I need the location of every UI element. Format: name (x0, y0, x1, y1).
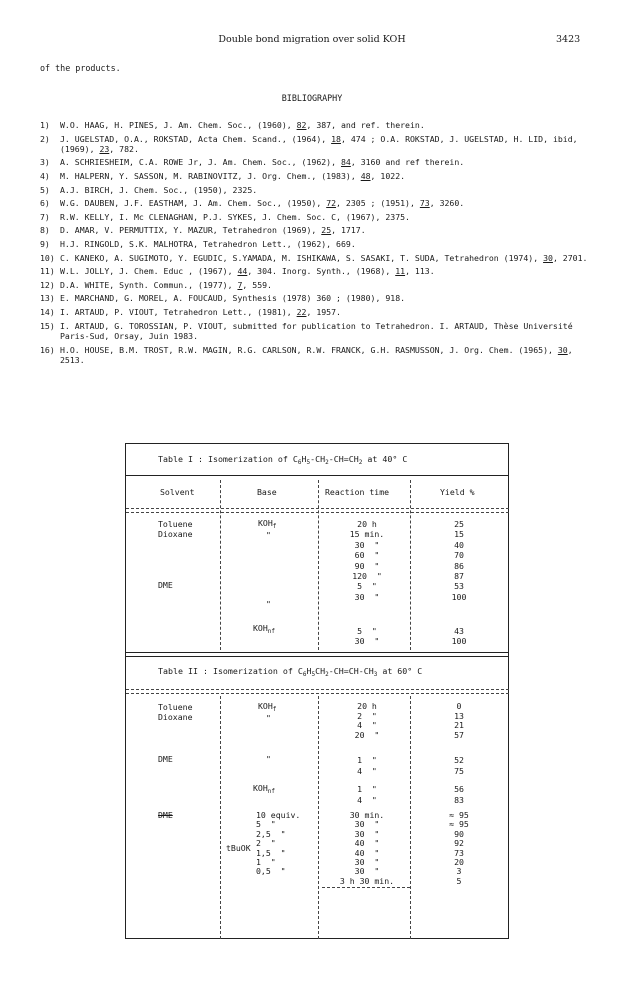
header-solvent: Solvent (160, 487, 195, 497)
table1-caption-rule (126, 475, 509, 476)
reference-number: 8) (40, 225, 50, 236)
reference-item (40, 185, 595, 195)
reference-number: 7) (40, 211, 50, 222)
reference-item (40, 293, 595, 303)
table2-base-ditto: " (266, 713, 271, 723)
reference-item (40, 345, 595, 366)
reference-text: W.L. JOLLY, J. Chem. Educ , (1967), 44, 304. Inorg. Synth., (1968), 11, 113. (60, 266, 435, 277)
table2-caption-rule (126, 689, 509, 690)
reference-number: 16) (40, 344, 55, 355)
table2-time-column-a: 20 h 2 " 4 " 20 " (354, 701, 380, 740)
running-title: Double bond migration over solid KOH (218, 34, 406, 45)
reference-number: 14) (40, 307, 55, 318)
table2-col-divider (318, 696, 319, 939)
reference-text: I. ARTAUD, P. VIOUT, Tetrahedron Lett., (1981), 22, 1957. (60, 307, 341, 318)
reference-item (40, 212, 595, 222)
reference-item (40, 157, 595, 167)
table2-time-column-c: 1 " 4 " (357, 784, 377, 805)
reference-item (40, 266, 595, 276)
reference-text: M. HALPERN, Y. SASSON, M. RABINOVITZ, J. Org. Chem., (1983), 48, 1022. (60, 171, 406, 182)
reference-number: 13) (40, 293, 55, 304)
reference-item (40, 120, 595, 130)
reference-number: 9) (40, 239, 50, 250)
table1-col-divider (220, 480, 221, 650)
table1-yield-column: 25 15 40 70 86 87 53 100 (451, 519, 467, 602)
header-yield: Yield % (440, 487, 475, 497)
reference-number: 3) (40, 157, 50, 168)
reference-number: 1) (40, 120, 50, 130)
reference-list (40, 120, 595, 368)
table2-base-koh-nf: $KOH_{nf}$ (253, 783, 276, 795)
table1-base-ditto: " (266, 599, 271, 609)
running-head (0, 34, 624, 48)
table1-caption: Table I : Isomerization of $C_6H_5-CH_2-CH=CH_2$ at 40° C (158, 454, 408, 466)
reference-text: D.A. WHITE, Synth. Commun., (1977), 7, 559. (60, 279, 272, 290)
table1-time-column: 20 h 15 min. 30 " 60 " 90 " 120 " 5 " 30 " (349, 519, 385, 602)
reference-item (40, 307, 595, 317)
table-separator-2 (126, 656, 509, 657)
reference-text: I. ARTAUD, G. TOROSSIAN, P. VIOUT, submitted for publication to Tetrahedron. I. ARTAUD, Thèse Université Paris-Sud, Orsay, Juin 1983. (60, 320, 578, 341)
table2-solvent-dme: DME (158, 810, 173, 820)
reference-text: W.G. DAUBEN, J.F. EASTHAM, J. Am. Chem. Soc., (1950), 72, 2305 ; (1951), 73, 3260. (60, 198, 465, 209)
reference-number: 15) (40, 320, 55, 331)
reference-text: E. MARCHAND, G. MOREL, A. FOUCAUD, Synthesis (1978) 360 ; (1980), 918. (60, 293, 406, 304)
reference-text: A.J. BIRCH, J. Chem. Soc., (1950), 2325. (60, 184, 258, 195)
bibliography-heading: BIBLIOGRAPHY (281, 93, 343, 103)
table2-caption: Table II : Isomerization of $C_6H_5CH_2-CH=CH-CH_3$ at 60° C (158, 666, 423, 678)
table2-base-koh-f: $KOH_f$ (258, 701, 277, 713)
header-base: Base (257, 487, 277, 497)
reference-text: W.O. HAAG, H. PINES, J. Am. Chem. Soc., (1960), 82, 387, and ref. therein. (60, 120, 425, 130)
table2-equiv-column: 10 equiv. 5 " 2,5 " 2 " 1,5 " 1 " 0,5 " (256, 810, 301, 877)
reference-text: H.O. HOUSE, B.M. TROST, R.W. MAGIN, R.G. CARLSON, R.W. FRANCK, G.H. RASMUSSON, J. Org. Chem. (1965), 30, 2513. (60, 344, 578, 365)
reference-item (40, 198, 595, 208)
reference-text: A. SCHRIESHEIM, C.A. ROWE Jr, J. Am. Chem. Soc., (1962), 84, 3160 and ref therein. (60, 157, 465, 168)
reference-number: 2) (40, 133, 50, 144)
table1-base-koh-nf: $KOH_{nf}$ (253, 623, 276, 635)
reference-item (40, 171, 595, 181)
table1-base-koh-f: $KOH_f$ (258, 518, 277, 530)
reference-number: 5) (40, 184, 50, 195)
page-number: 3423 (556, 34, 581, 45)
reference-item (40, 239, 595, 249)
table2-caption-rule-2 (126, 693, 509, 694)
reference-number: 4) (40, 171, 50, 182)
reference-item (40, 280, 595, 290)
reference-text: R.W. KELLY, I. Mc CLENAGHAN, P.J. SYKES, J. Chem. Soc. C, (1967), 2375. (60, 211, 410, 222)
table2-solvent-dme: DME (158, 754, 173, 764)
reference-item (40, 134, 595, 155)
reference-text: D. AMAR, V. PERMUTTIX, Y. MAZUR, Tetrahedron (1969), 25, 1717. (60, 225, 366, 236)
table2-base-tbuok: tBuOK (226, 843, 251, 853)
table1-col-divider (318, 480, 319, 650)
table1-base-ditto: " (266, 530, 271, 540)
table2-time-column-d: 30 min. 30 " 30 " 40 " 40 " 30 " 30 " 3 h 30 min. (339, 810, 395, 886)
reference-text: H.J. RINGOLD, S.K. MALHOTRA, Tetrahedron Lett., (1962), 669. (60, 239, 356, 250)
table2-yield-column-c: 56 83 (454, 784, 464, 805)
table2-solvent-column: Toluene Dioxane (158, 702, 193, 723)
table2-yield-column-d: ≈ 95 ≈ 95 90 92 73 20 3 5 (449, 810, 469, 886)
table2-time-column-b: 1 " 4 " (357, 755, 377, 776)
reference-number: 10) (40, 252, 55, 263)
reference-text: J. UGELSTAD, O.A., ROKSTAD, Acta Chem. Scand., (1964), 18, 474 ; O.A. ROKSTAD, J. UGELSTAD, H. LID, ibid, (1969), 23, 782. (60, 133, 583, 154)
table2-col-divider (220, 696, 221, 939)
reference-number: 11) (40, 266, 55, 277)
intro-line: of the products. (40, 63, 121, 73)
table2-base-ditto: " (266, 754, 271, 764)
reference-item (40, 321, 595, 342)
table2-inner-rule (322, 887, 410, 888)
table1-time-column-b: 5 " 30 " (354, 626, 380, 647)
table2-yield-column-a: 0 13 21 57 (454, 701, 464, 740)
table2-yield-column-b: 52 75 (454, 755, 464, 776)
reference-number: 6) (40, 198, 50, 209)
table1-solvent-column: Toluene Dioxane DME (158, 519, 193, 590)
table1-yield-column-b: 43 100 (451, 626, 467, 647)
reference-number: 12) (40, 279, 55, 290)
reference-item (40, 225, 595, 235)
table-separator (126, 652, 509, 653)
reference-text: C. KANEKO, A. SUGIMOTO, Y. EGUDIC, S.YAMADA, M. ISHIKAWA, S. SASAKI, T. SUDA, Tetrahedron (1974), 30, 2701. (60, 252, 588, 263)
header-reaction-time: Reaction time (325, 487, 390, 497)
reference-item (40, 253, 595, 263)
